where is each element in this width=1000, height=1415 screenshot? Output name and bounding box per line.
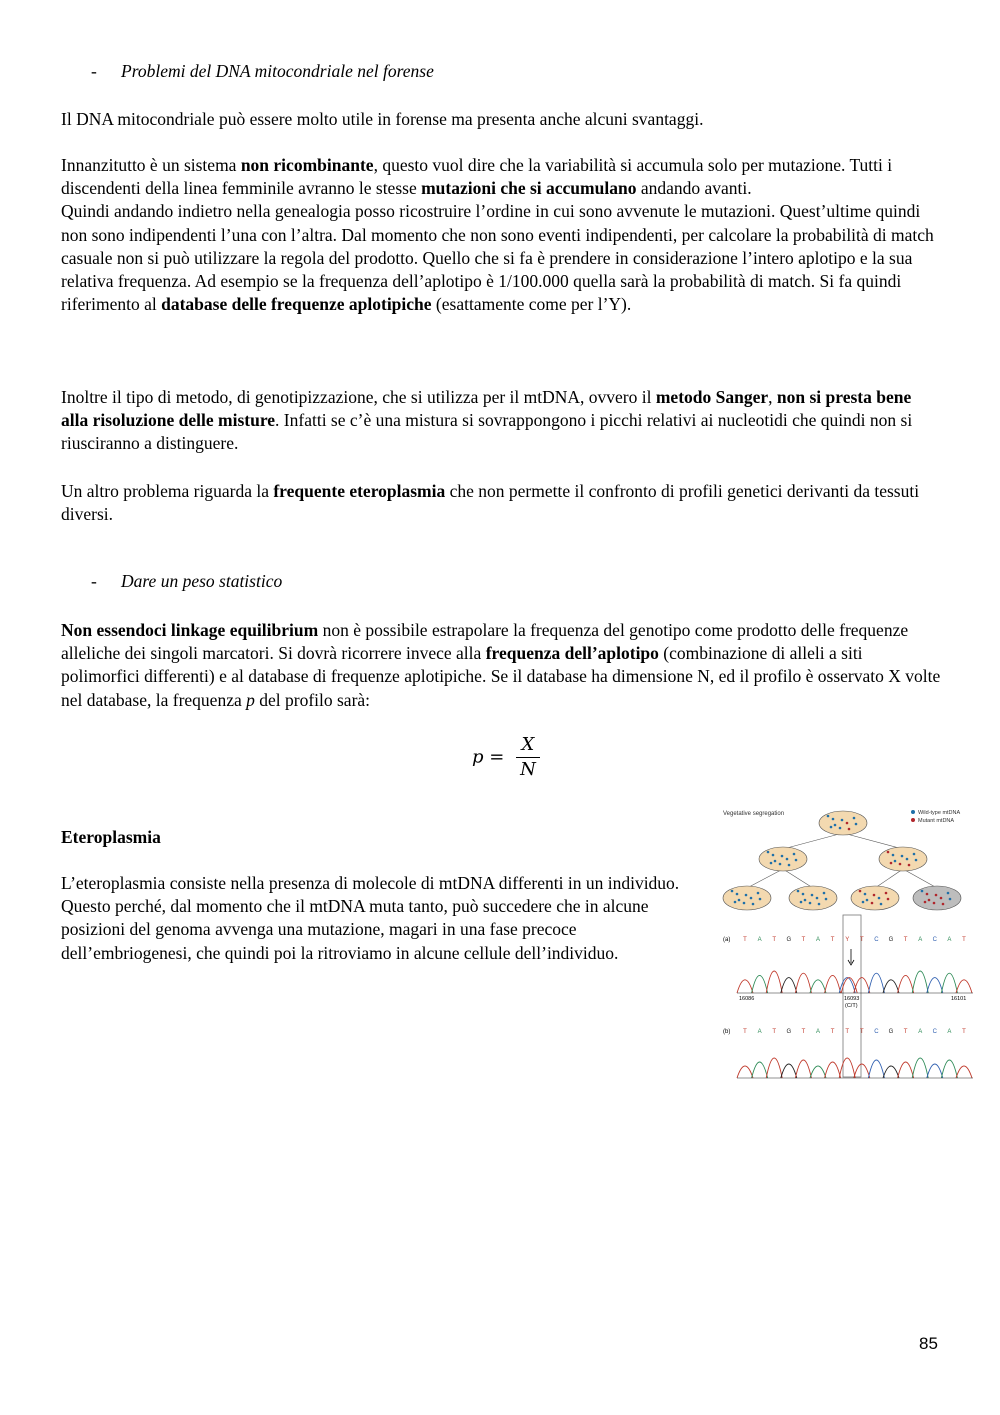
- mtdna-dot: [940, 897, 943, 900]
- sequence-base: T: [743, 937, 747, 943]
- legend-wild-label: Wild-type mtDNA: [918, 810, 961, 816]
- cell-tree: [723, 811, 961, 910]
- mtdna-dot: [848, 828, 851, 831]
- formula-lhs: p =: [472, 746, 505, 768]
- sequence-base: A: [815, 937, 821, 943]
- mtdna-dot: [880, 903, 883, 906]
- sequence-base: T: [962, 1029, 966, 1035]
- mtdna-dot: [915, 859, 918, 862]
- bullet-text: Dare un peso statistico: [121, 571, 283, 591]
- mtdna-dot: [846, 822, 849, 825]
- mtdna-dot: [859, 890, 862, 893]
- mtdna-dot: [786, 858, 789, 861]
- pos-mid-sub: (C/T): [845, 1003, 858, 1009]
- sequence-base: A: [757, 1029, 762, 1035]
- mtdna-dot: [864, 893, 867, 896]
- trace-peak: [737, 980, 753, 993]
- paragraph-non-recombinant: Innanzitutto è un sistema non ricombinante, questo vuol dire che la variabilità si accumula solo per mutazione. Tutti i discendenti della linea femminile avranno le stesse mutazioni che si accumulano andando avanti. Quindi andando indietro nella genealogia posso ricostruire l’ordine in cui sono avvenute le mutazioni. Quest’ultime quindi non sono indipendenti l’una con l’altra. Dal momento che non sono eventi indipendenti, per calcolare la probabilità di match casuale non si può utilizzare la regola del prodotto. Quello che si fa è prendere in considerazione l’intero aplotipo e la sua relativa frequenza. Ad esempio se la frequenza dell’aplotipo è 1/100.000 quella sarà la probabilità di match. Si fa quindi riferimento al database delle frequenze aplotipiche (esattamente come per l’Y).: [61, 155, 934, 315]
- mtdna-dot: [913, 853, 916, 856]
- sequence-base: Y: [845, 937, 850, 943]
- tree-edge: [747, 869, 783, 888]
- mtdna-dot: [885, 892, 888, 895]
- sequence-base: G: [888, 937, 894, 943]
- mtdna-dot: [750, 897, 753, 900]
- chromatogram-a-traces: [737, 971, 972, 993]
- pos-right: 16101: [951, 996, 967, 1002]
- mtdna-dot: [752, 903, 755, 906]
- sequence-base: T: [962, 937, 966, 943]
- figure-title: Vegetative segregation: [723, 811, 785, 817]
- mtdna-dot: [908, 864, 911, 867]
- sequence-base: A: [918, 1029, 923, 1035]
- tree-edge: [875, 869, 903, 888]
- tree-edge: [903, 869, 937, 888]
- frequency-formula: [472, 733, 540, 782]
- mtdna-dot: [887, 898, 890, 901]
- tree-edge: [783, 833, 843, 849]
- mtdna-dot: [825, 898, 828, 901]
- pos-left: 16086: [739, 996, 755, 1002]
- sequence-base: T: [845, 1029, 850, 1035]
- chromatogram-b-traces: [737, 1058, 972, 1078]
- mtdna-dot: [827, 815, 830, 818]
- sequence-base: T: [772, 1029, 777, 1035]
- cell: [851, 886, 899, 910]
- mtdna-dot: [818, 903, 821, 906]
- sequence-base: A: [815, 1029, 821, 1035]
- trace-peak: [898, 975, 914, 993]
- trace-peak: [752, 1062, 768, 1078]
- sequence-base: T: [772, 937, 777, 943]
- bullet-heading-mtdna-problems: [91, 61, 434, 82]
- formula-fraction: [516, 733, 540, 782]
- mtdna-dot: [800, 901, 803, 904]
- sequence-base: C: [874, 1029, 879, 1035]
- trace-peak: [795, 973, 811, 993]
- sequence-base: T: [801, 937, 806, 943]
- trace-peak: [737, 1066, 753, 1078]
- cell: [913, 886, 961, 910]
- section-heading-eteroplasmia: Eteroplasmia: [61, 827, 161, 847]
- trace-peak: [956, 1066, 972, 1078]
- sequence-base: T: [903, 937, 908, 943]
- trace-peak: [825, 1062, 841, 1078]
- legend-wild-dot: [911, 810, 915, 814]
- trace-peak: [912, 1058, 928, 1078]
- mtdna-dot: [774, 860, 777, 863]
- trace-peak: [854, 1064, 870, 1078]
- panel-a-label: (a): [723, 937, 731, 943]
- mtdna-dot: [890, 862, 893, 865]
- paragraph-intro: Il DNA mitocondriale può essere molto utile in forense ma presenta anche alcuni svantaggi.: [61, 109, 704, 129]
- trace-peak: [810, 980, 826, 993]
- cell: [819, 811, 867, 835]
- mtdna-dot: [745, 894, 748, 897]
- mtdna-dot: [887, 851, 890, 854]
- mtdna-dot: [781, 855, 784, 858]
- mtdna-dot: [901, 855, 904, 858]
- sequence-base: T: [743, 1029, 747, 1035]
- mtdna-dot: [906, 858, 909, 861]
- mtdna-dot: [928, 899, 931, 902]
- sequence-base: G: [888, 1029, 894, 1035]
- sequence-base: G: [786, 937, 792, 943]
- cell: [759, 847, 807, 871]
- paragraph-heteroplasmy-definition: L’eteroplasmia consiste nella presenza di molecole di mtDNA differenti in un individuo. Questo perché, dal momento che il mtDNA muta tanto, può succedere che in alcune posizioni del genoma avvenga una mutazione, magari in una fase precoce dell’embriogenesi, che quindi poi la ritroviamo in alcune cellule dell’individuo.: [61, 873, 680, 963]
- mtdna-dot: [804, 899, 807, 902]
- trace-peak: [912, 971, 928, 993]
- tree-edge: [783, 869, 813, 888]
- trace-peak: [825, 975, 841, 993]
- mtdna-dot: [734, 901, 737, 904]
- bullet-dash: -: [91, 61, 97, 81]
- mtdna-dot: [839, 827, 842, 830]
- trace-peak: [956, 980, 972, 993]
- mtdna-dot: [797, 890, 800, 893]
- mtdna-dot: [892, 854, 895, 857]
- paragraph-heteroplasmy-problem: Un altro problema riguarda la frequente eteroplasmia che non permette il confronto di profili genetici derivanti da tessuti diversi.: [61, 481, 920, 525]
- mtdna-dot: [942, 903, 945, 906]
- mtdna-dot: [802, 893, 805, 896]
- pos-mid: 16093: [844, 996, 860, 1002]
- paragraph-linkage: Non essendoci linkage equilibrium non è possibile estrapolare la frequenza del genotipo come prodotto delle frequenze alleliche dei singoli marcatori. Si dovrà ricorrere invece alla frequenza dell’aplotipo (combinazione di alleli a siti polimorfici differenti) e al database di frequenze aplotipiche. Se il database ha dimensione N, ed il profilo è osservato X volte nel database, la frequenza p del profilo sarà:: [61, 620, 941, 710]
- sequence-base: T: [830, 1029, 835, 1035]
- sequence-base: A: [918, 937, 923, 943]
- mtdna-dot: [779, 863, 782, 866]
- trace-peak: [781, 978, 797, 993]
- sequence-base: T: [859, 937, 864, 943]
- mtdna-dot: [770, 862, 773, 865]
- trace-peak: [766, 971, 782, 993]
- mtdna-dot: [738, 899, 741, 902]
- trace-peak: [752, 975, 768, 993]
- trace-peak: [941, 973, 957, 993]
- mtdna-dot: [731, 890, 734, 893]
- trace-peak: [810, 1066, 826, 1078]
- cell: [723, 886, 771, 910]
- mtdna-dot: [772, 854, 775, 857]
- mtdna-dot: [921, 890, 924, 893]
- sequence-base: A: [947, 937, 952, 943]
- trace-peak: [898, 1062, 914, 1078]
- trace-peak: [883, 980, 899, 993]
- trace-peak: [883, 1066, 899, 1078]
- sequence-base: C: [874, 937, 879, 943]
- trace-peak: [927, 1064, 943, 1078]
- mtdna-dot: [757, 892, 760, 895]
- mtdna-dot: [871, 902, 874, 905]
- mtdna-dot: [873, 894, 876, 897]
- mtdna-dot: [841, 819, 844, 822]
- mtdna-dot: [823, 892, 826, 895]
- mtdna-dot: [816, 897, 819, 900]
- trace-peak: [781, 1064, 797, 1078]
- sequence-b: [743, 1029, 966, 1035]
- mtdna-dot: [834, 824, 837, 827]
- bullet-text: Problemi del DNA mitocondriale nel forense: [121, 61, 434, 81]
- heteroplasmy-figure: [715, 803, 975, 1085]
- mtdna-dot: [788, 864, 791, 867]
- mtdna-dot: [767, 851, 770, 854]
- mtdna-dot: [862, 901, 865, 904]
- cell: [789, 886, 837, 910]
- mtdna-dot: [855, 823, 858, 826]
- mtdna-dot: [811, 894, 814, 897]
- sequence-a: [743, 937, 966, 943]
- mtdna-dot: [933, 902, 936, 905]
- paragraph-sanger-method: Inoltre il tipo di metodo, di genotipizzazione, che si utilizza per il mtDNA, ovvero il metodo Sanger, non si presta bene alla risoluzione delle misture. Infatti se c’è una mistura si sovrappongono i picchi relativi ai nucleotidi che quindi non si riusciranno a distinguere.: [61, 387, 913, 454]
- trace-peak: [868, 1060, 884, 1078]
- mtdna-dot: [894, 860, 897, 863]
- mtdna-dot: [759, 898, 762, 901]
- sequence-base: A: [757, 937, 762, 943]
- trace-peak: [795, 1060, 811, 1078]
- panel-b-label: (b): [723, 1029, 731, 1035]
- mtdna-dot: [947, 892, 950, 895]
- trace-peak: [766, 1058, 782, 1078]
- mtdna-dot: [793, 853, 796, 856]
- mtdna-dot: [853, 817, 856, 820]
- trace-peak: [927, 978, 943, 993]
- mtdna-dot: [949, 898, 952, 901]
- sequence-base: T: [830, 937, 835, 943]
- formula-denominator: N: [520, 759, 536, 780]
- mtdna-dot: [795, 859, 798, 862]
- trace-peak: [868, 973, 884, 993]
- sequence-base: T: [903, 1029, 908, 1035]
- bullet-dash: -: [91, 571, 97, 591]
- mtdna-dot: [743, 902, 746, 905]
- legend-mutant-label: Mutant mtDNA: [918, 818, 955, 824]
- mtdna-dot: [830, 826, 833, 829]
- trace-peak: [839, 1058, 855, 1078]
- mtdna-dot: [899, 863, 902, 866]
- mtdna-dot: [924, 901, 927, 904]
- mtdna-dot: [736, 893, 739, 896]
- tree-edge: [843, 833, 903, 849]
- mtdna-dot: [878, 897, 881, 900]
- mtdna-dot: [926, 893, 929, 896]
- bullet-heading-statistical-weight: [91, 571, 283, 592]
- legend-mutant-dot: [911, 818, 915, 822]
- cell: [879, 847, 927, 871]
- sequence-base: T: [801, 1029, 806, 1035]
- mtdna-dot: [832, 818, 835, 821]
- mtdna-dot: [866, 899, 869, 902]
- sequence-base: C: [932, 1029, 937, 1035]
- sequence-base: G: [786, 1029, 792, 1035]
- mtdna-dot: [935, 894, 938, 897]
- sequence-base: T: [859, 1029, 864, 1035]
- trace-peak: [941, 1060, 957, 1078]
- formula-numerator: X: [516, 733, 540, 758]
- mtdna-dot: [809, 902, 812, 905]
- page-number: 85: [919, 1334, 938, 1353]
- sequence-base: C: [932, 937, 937, 943]
- sequence-base: A: [947, 1029, 952, 1035]
